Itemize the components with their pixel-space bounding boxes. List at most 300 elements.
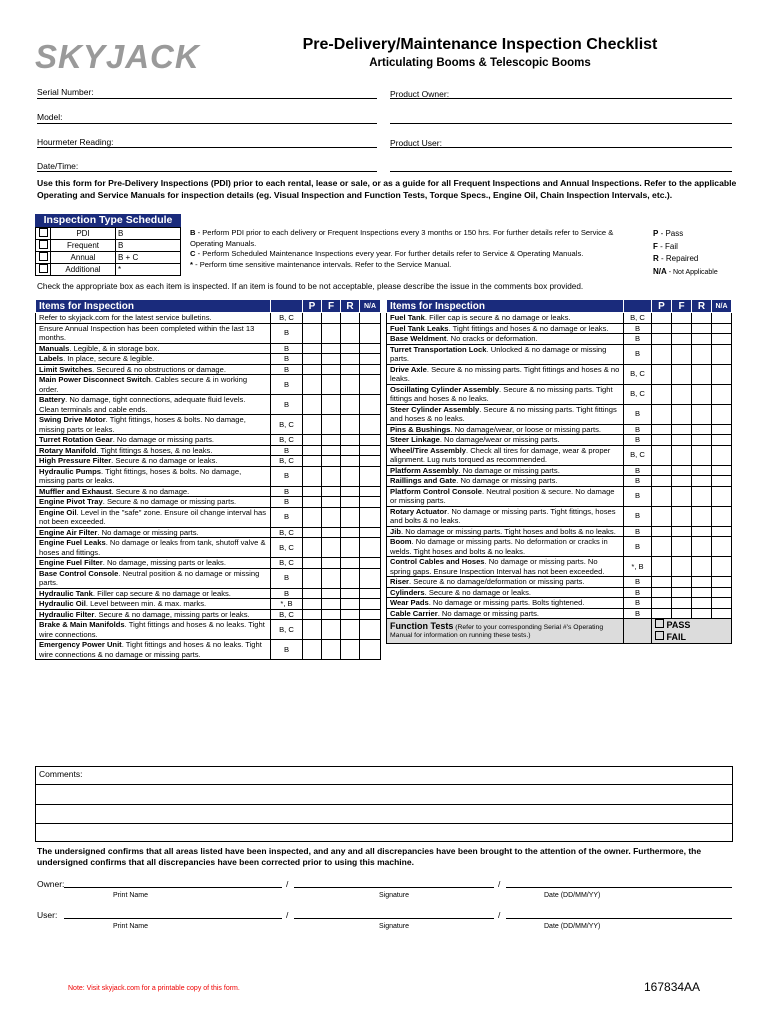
item-code: B, C (271, 456, 303, 467)
f-checkbox[interactable] (672, 476, 692, 487)
item-description (387, 344, 624, 364)
owner-field[interactable] (390, 98, 732, 99)
owner-signature-field[interactable] (294, 887, 494, 888)
p-checkbox[interactable] (303, 435, 322, 446)
item-desc: . No damage or missing parts. (112, 435, 214, 444)
item-name: Rotary Actuator (390, 506, 448, 516)
na-checkbox[interactable] (360, 323, 381, 343)
pass-checkbox[interactable] (655, 619, 664, 628)
na-checkbox[interactable] (360, 445, 381, 456)
f-checkbox[interactable] (672, 404, 692, 424)
na-checkbox[interactable] (712, 465, 732, 476)
p-checkbox[interactable] (303, 527, 322, 538)
na-checkbox[interactable] (712, 323, 732, 334)
owner-label: Product Owner: (390, 89, 450, 99)
f-checkbox[interactable] (322, 538, 341, 558)
item-description (36, 343, 271, 354)
schedule-row (36, 252, 181, 264)
f-checkbox[interactable] (672, 364, 692, 384)
item-description (36, 620, 271, 640)
r-checkbox[interactable] (692, 404, 712, 424)
r-checkbox[interactable] (341, 354, 360, 365)
legend-item: * - Perform time sensitive maintenance intervals. Refer to the Service Manual. (190, 259, 452, 269)
item-name: Fuel Tank Leaks (390, 323, 449, 333)
na-checkbox[interactable] (360, 609, 381, 620)
item-code: B (624, 537, 652, 557)
item-code: B (271, 497, 303, 508)
p-checkbox[interactable] (652, 476, 672, 487)
na-checkbox[interactable] (360, 620, 381, 640)
schedule-checkbox[interactable] (39, 264, 48, 273)
f-checkbox[interactable] (672, 313, 692, 324)
na-checkbox[interactable] (712, 577, 732, 588)
check-note: Check the appropriate box as each item is inspected. If an item is found to be not acceptable, please describe the issue in the comments box provided. (37, 282, 584, 291)
f-checkbox[interactable] (672, 526, 692, 537)
inspection-row (387, 598, 732, 609)
p-checkbox[interactable] (303, 588, 322, 599)
item-name: Fuel Tank (390, 313, 425, 322)
owner-field-2[interactable] (390, 123, 732, 124)
na-checkbox[interactable] (360, 558, 381, 569)
comments-box[interactable] (35, 766, 733, 842)
r-checkbox[interactable] (341, 415, 360, 435)
inspection-row (36, 415, 381, 435)
item-description (387, 537, 624, 557)
r-checkbox[interactable] (692, 344, 712, 364)
item-code: B (624, 486, 652, 506)
r-checkbox[interactable] (692, 526, 712, 537)
status-legend (653, 228, 763, 279)
p-checkbox[interactable] (303, 364, 322, 375)
item-code: B (624, 344, 652, 364)
p-checkbox[interactable] (652, 344, 672, 364)
item-description (36, 486, 271, 497)
r-checkbox[interactable] (692, 506, 712, 526)
item-description (387, 577, 624, 588)
owner-print-name-field[interactable] (64, 887, 282, 888)
item-code: B (271, 507, 303, 527)
item-description (387, 384, 624, 404)
item-description (36, 364, 271, 375)
r-checkbox[interactable] (341, 486, 360, 497)
p-checkbox[interactable] (652, 323, 672, 334)
r-checkbox[interactable] (341, 343, 360, 354)
f-checkbox[interactable] (322, 588, 341, 599)
f-checkbox[interactable] (322, 620, 341, 640)
na-checkbox[interactable] (360, 375, 381, 395)
item-name: Emergency Power Unit (39, 640, 122, 649)
item-code: B, C (271, 415, 303, 435)
r-checkbox[interactable] (341, 466, 360, 486)
item-name: Engine Fuel Filter (39, 558, 103, 567)
p-checkbox[interactable] (303, 507, 322, 527)
r-checkbox[interactable] (341, 640, 360, 660)
f-checkbox[interactable] (322, 507, 341, 527)
item-description (387, 445, 624, 465)
p-checkbox[interactable] (652, 506, 672, 526)
pass-option[interactable]: PASS (655, 619, 728, 631)
r-checkbox[interactable] (341, 588, 360, 599)
na-checkbox[interactable] (712, 404, 732, 424)
item-desc: . Secure & no missing parts. Tight fittings and hoses & no leaks. (390, 364, 620, 383)
item-desc: . Secure & no damage/deformation or missing parts. (409, 577, 585, 586)
item-desc: . Secure & no missing parts. Tight fittings and hoses & no leaks. (390, 404, 617, 423)
na-checkbox[interactable] (360, 456, 381, 467)
p-checkbox[interactable] (303, 466, 322, 486)
f-checkbox[interactable] (322, 313, 341, 324)
p-checkbox[interactable] (303, 620, 322, 640)
p-checkbox[interactable] (303, 486, 322, 497)
r-checkbox[interactable] (692, 557, 712, 577)
owner-date-caption: Date (DD/MM/YY) (544, 892, 601, 899)
inspection-row (36, 395, 381, 415)
na-checkbox[interactable] (712, 526, 732, 537)
r-checkbox[interactable] (692, 587, 712, 598)
item-code: B, C (624, 364, 652, 384)
na-checkbox[interactable] (712, 598, 732, 609)
user-date-field[interactable] (506, 918, 732, 919)
p-checkbox[interactable] (652, 313, 672, 324)
item-name: Steer Linkage (390, 435, 440, 444)
p-checkbox[interactable] (303, 415, 322, 435)
f-checkbox[interactable] (672, 445, 692, 465)
r-checkbox[interactable] (341, 558, 360, 569)
inspection-row (387, 587, 732, 598)
na-checkbox[interactable] (712, 344, 732, 364)
item-desc: . Secure & no damage or missing parts. (102, 497, 237, 506)
item-code: B, C (624, 384, 652, 404)
p-checkbox[interactable] (652, 486, 672, 506)
f-checkbox[interactable] (672, 486, 692, 506)
f-checkbox[interactable] (672, 334, 692, 345)
na-checkbox[interactable] (360, 497, 381, 508)
item-description (36, 558, 271, 569)
r-checkbox[interactable] (341, 364, 360, 375)
item-name: High Pressure Filter (39, 456, 112, 465)
item-code: B (624, 526, 652, 537)
r-checkbox[interactable] (692, 323, 712, 334)
r-checkbox[interactable] (341, 375, 360, 395)
na-checkbox[interactable] (360, 527, 381, 538)
r-checkbox[interactable] (341, 609, 360, 620)
item-name: Wear Pads (390, 598, 429, 607)
user-signature-field[interactable] (294, 918, 494, 919)
item-description (36, 313, 271, 324)
r-checkbox[interactable] (692, 577, 712, 588)
r-checkbox[interactable] (692, 476, 712, 487)
item-desc: . Secure & no missing parts. Tight fittings and hoses & no leaks. (390, 384, 613, 403)
na-checkbox[interactable] (712, 313, 732, 324)
f-checkbox[interactable] (322, 364, 341, 375)
schedule-checkbox[interactable] (39, 240, 48, 249)
r-checkbox[interactable] (692, 334, 712, 345)
user-field-2[interactable] (390, 171, 732, 172)
f-checkbox[interactable] (322, 568, 341, 588)
f-checkbox[interactable] (672, 537, 692, 557)
p-checkbox[interactable] (303, 354, 322, 365)
na-checkbox[interactable] (712, 424, 732, 435)
f-checkbox[interactable] (322, 527, 341, 538)
r-checkbox[interactable] (692, 424, 712, 435)
f-checkbox[interactable] (322, 323, 341, 343)
item-description (387, 557, 624, 577)
item-code: B, C (624, 313, 652, 324)
f-checkbox[interactable] (672, 557, 692, 577)
f-checkbox[interactable] (322, 343, 341, 354)
na-checkbox[interactable] (712, 334, 732, 345)
item-description (387, 465, 624, 476)
f-checkbox[interactable] (322, 375, 341, 395)
na-checkbox[interactable] (712, 506, 732, 526)
fail-option[interactable]: FAIL (655, 631, 728, 643)
item-code: B (271, 640, 303, 660)
r-checkbox[interactable] (341, 445, 360, 456)
r-header: R (692, 300, 712, 313)
p-checkbox[interactable] (303, 497, 322, 508)
model-field[interactable] (37, 123, 377, 124)
f-checkbox[interactable] (672, 344, 692, 364)
na-checkbox[interactable] (360, 354, 381, 365)
p-checkbox[interactable] (303, 538, 322, 558)
p-checkbox[interactable] (652, 587, 672, 598)
p-checkbox[interactable] (303, 640, 322, 660)
inspection-row (36, 375, 381, 395)
p-checkbox[interactable] (303, 375, 322, 395)
p-checkbox[interactable] (303, 609, 322, 620)
na-checkbox[interactable] (712, 486, 732, 506)
na-checkbox[interactable] (712, 537, 732, 557)
fail-checkbox[interactable] (655, 631, 664, 640)
f-checkbox[interactable] (322, 395, 341, 415)
f-checkbox[interactable] (672, 587, 692, 598)
comments-label: Comments: (39, 769, 83, 779)
inspection-row (387, 344, 732, 364)
na-checkbox[interactable] (712, 364, 732, 384)
p-checkbox[interactable] (652, 384, 672, 404)
na-checkbox[interactable] (360, 415, 381, 435)
legend-item: B - Perform PDI prior to each delivery or Frequent Inspections every 3 months or 150 hrs. For further details refer to Service & Operating Manuals. (190, 228, 614, 248)
item-name: Drive Axle (390, 364, 427, 374)
na-checkbox[interactable] (360, 435, 381, 446)
item-name: Hydraulic Oil (39, 599, 86, 608)
schedule-row (36, 240, 181, 252)
r-checkbox[interactable] (341, 527, 360, 538)
user-print-name-field[interactable] (64, 918, 282, 919)
item-desc: . Cables secure & in working order. (39, 375, 248, 394)
item-description (36, 456, 271, 467)
inspection-row (387, 506, 732, 526)
p-checkbox[interactable] (303, 395, 322, 415)
item-name: Riser (390, 577, 409, 586)
item-desc: . No damage or missing parts. (456, 476, 558, 485)
na-checkbox[interactable] (360, 466, 381, 486)
p-checkbox[interactable] (303, 313, 322, 324)
r-checkbox[interactable] (692, 598, 712, 609)
p-header: P (303, 300, 322, 313)
r-checkbox[interactable] (692, 608, 712, 619)
inspection-row (36, 609, 381, 620)
na-checkbox[interactable] (712, 476, 732, 487)
p-checkbox[interactable] (303, 558, 322, 569)
p-checkbox[interactable] (303, 323, 322, 343)
item-name: Cylinders (390, 587, 425, 597)
na-checkbox[interactable] (360, 486, 381, 497)
item-desc: . No damage or missing parts. Bolts tightened. (428, 598, 585, 607)
f-checkbox[interactable] (322, 558, 341, 569)
datetime-field[interactable] (37, 171, 377, 172)
item-code: B (624, 435, 652, 446)
item-description (36, 640, 271, 660)
f-checkbox[interactable] (672, 465, 692, 476)
item-code: B (624, 424, 652, 435)
f-checkbox[interactable] (672, 506, 692, 526)
r-checkbox[interactable] (341, 620, 360, 640)
f-checkbox[interactable] (322, 354, 341, 365)
r-checkbox[interactable] (341, 456, 360, 467)
r-checkbox[interactable] (341, 313, 360, 324)
f-checkbox[interactable] (322, 415, 341, 435)
na-checkbox[interactable] (360, 343, 381, 354)
f-checkbox[interactable] (322, 497, 341, 508)
schedule-code: B + C (116, 252, 181, 264)
item-code: B (271, 323, 303, 343)
p-checkbox[interactable] (303, 456, 322, 467)
item-name: Turret Transportation Lock (390, 344, 487, 354)
p-checkbox[interactable] (652, 334, 672, 345)
p-checkbox[interactable] (303, 445, 322, 456)
inspection-row (36, 599, 381, 610)
na-checkbox[interactable] (712, 445, 732, 465)
p-checkbox[interactable] (652, 445, 672, 465)
f-checkbox[interactable] (322, 435, 341, 446)
item-code: B (624, 323, 652, 334)
item-desc: . Secure & no damage. (111, 486, 190, 496)
r-checkbox[interactable] (692, 537, 712, 557)
f-checkbox[interactable] (672, 424, 692, 435)
f-checkbox[interactable] (672, 577, 692, 588)
r-checkbox[interactable] (341, 323, 360, 343)
inspection-row (36, 538, 381, 558)
na-checkbox[interactable] (360, 395, 381, 415)
inspection-row (387, 384, 732, 404)
item-desc: . No damage or missing parts. No spring gaps. Ensure Inspection Interval has not been exceeded. (390, 557, 605, 576)
inspection-row (36, 507, 381, 527)
p-checkbox[interactable] (303, 343, 322, 354)
r-checkbox[interactable] (341, 497, 360, 508)
owner-print-name-caption: Print Name (113, 892, 149, 899)
na-checkbox[interactable] (712, 587, 732, 598)
serial-label: Serial Number: (37, 87, 94, 97)
item-description (387, 608, 624, 619)
r-checkbox[interactable] (692, 486, 712, 506)
f-checkbox[interactable] (672, 435, 692, 446)
na-checkbox[interactable] (360, 599, 381, 610)
na-checkbox[interactable] (712, 384, 732, 404)
na-checkbox[interactable] (360, 507, 381, 527)
f-checkbox[interactable] (672, 608, 692, 619)
p-checkbox[interactable] (652, 577, 672, 588)
p-checkbox[interactable] (652, 435, 672, 446)
p-checkbox[interactable] (303, 599, 322, 610)
r-checkbox[interactable] (341, 507, 360, 527)
item-description (387, 598, 624, 609)
r-checkbox[interactable] (692, 465, 712, 476)
p-checkbox[interactable] (652, 404, 672, 424)
p-checkbox[interactable] (652, 364, 672, 384)
r-checkbox[interactable] (341, 435, 360, 446)
item-code: B, C (271, 435, 303, 446)
schedule-checkbox[interactable] (39, 252, 48, 261)
f-checkbox[interactable] (322, 486, 341, 497)
code-legend (190, 228, 640, 270)
item-code: B (624, 465, 652, 476)
r-checkbox[interactable] (692, 445, 712, 465)
f-checkbox[interactable] (322, 640, 341, 660)
na-checkbox[interactable] (360, 313, 381, 324)
inspection-row (36, 354, 381, 365)
item-desc: . Tight fittings and hoses & no leaks. Tight wire connections. (39, 620, 265, 639)
na-checkbox[interactable] (360, 538, 381, 558)
f-checkbox[interactable] (672, 598, 692, 609)
f-checkbox[interactable] (672, 384, 692, 404)
na-checkbox[interactable] (360, 640, 381, 660)
p-checkbox[interactable] (652, 537, 672, 557)
f-checkbox[interactable] (322, 599, 341, 610)
f-checkbox[interactable] (672, 323, 692, 334)
item-desc: . Secured & no obstructions or damage. (92, 364, 226, 374)
r-checkbox[interactable] (341, 599, 360, 610)
p-checkbox[interactable] (303, 568, 322, 588)
r-checkbox[interactable] (341, 538, 360, 558)
r-checkbox[interactable] (341, 395, 360, 415)
na-checkbox[interactable] (712, 608, 732, 619)
p-checkbox[interactable] (652, 526, 672, 537)
na-checkbox[interactable] (360, 588, 381, 599)
f-checkbox[interactable] (322, 609, 341, 620)
status-legend-item: R - Repaired (653, 254, 699, 263)
p-checkbox[interactable] (652, 557, 672, 577)
f-checkbox[interactable] (322, 456, 341, 467)
p-checkbox[interactable] (652, 608, 672, 619)
inspection-row (387, 526, 732, 537)
inspection-row (36, 364, 381, 375)
item-name: Cable Carrier (390, 608, 438, 618)
f-checkbox[interactable] (322, 466, 341, 486)
p-checkbox[interactable] (652, 424, 672, 435)
function-tests-desc: (Refer to your corresponding Serial #'s Operating Manual for information on running these tests.) (390, 624, 604, 639)
f-checkbox[interactable] (322, 445, 341, 456)
form-subtitle: Articulating Booms & Telescopic Booms (369, 57, 591, 69)
na-checkbox[interactable] (712, 557, 732, 577)
schedule-checkbox[interactable] (39, 228, 48, 237)
r-checkbox[interactable] (341, 568, 360, 588)
p-checkbox[interactable] (652, 598, 672, 609)
serial-field[interactable] (37, 98, 377, 99)
na-checkbox[interactable] (712, 435, 732, 446)
na-checkbox[interactable] (360, 364, 381, 375)
owner-date-field[interactable] (506, 887, 732, 888)
p-checkbox[interactable] (652, 465, 672, 476)
r-checkbox[interactable] (692, 384, 712, 404)
r-checkbox[interactable] (692, 313, 712, 324)
r-checkbox[interactable] (692, 364, 712, 384)
inspection-row (36, 568, 381, 588)
user-field[interactable] (390, 147, 732, 148)
hourmeter-field[interactable] (37, 147, 377, 148)
r-checkbox[interactable] (692, 435, 712, 446)
na-checkbox[interactable] (360, 568, 381, 588)
item-desc: . Filler cap is secure & no damage or leaks. (424, 313, 571, 322)
